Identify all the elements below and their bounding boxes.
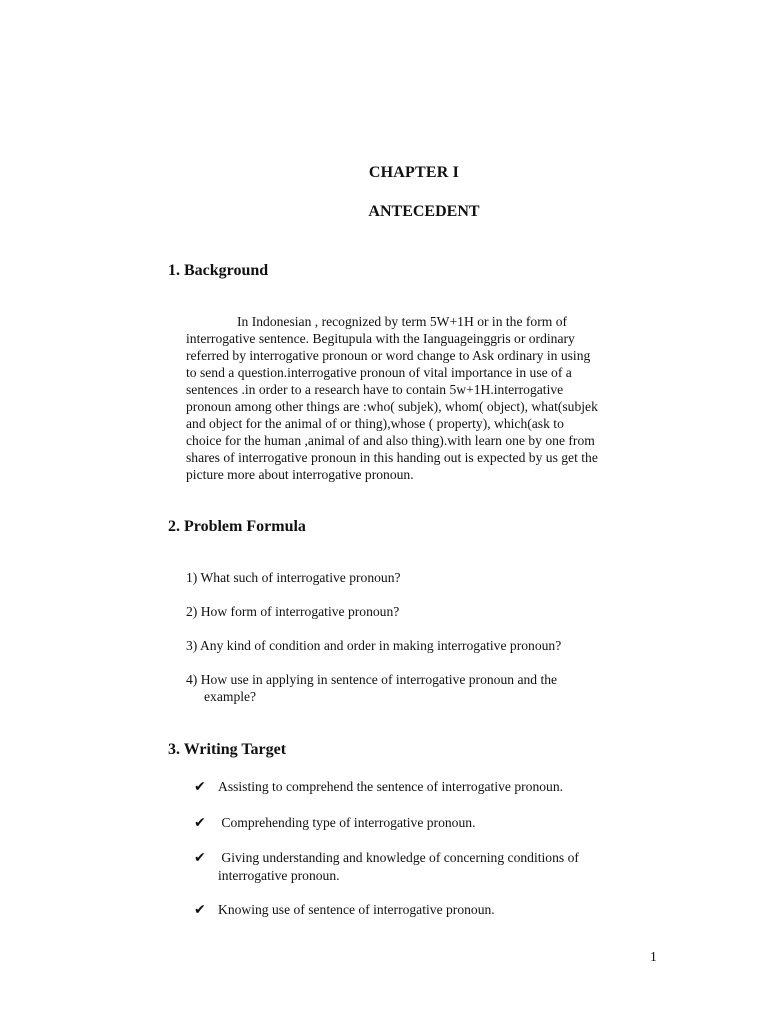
paragraph-line: In Indonesian , recognized by term 5W+1H or in the form of <box>237 314 568 329</box>
problem-formula-heading: 2. Problem Formula <box>168 518 306 535</box>
list-item-text: 4) How use in applying in sentence of interrogative pronoun and the <box>186 672 558 687</box>
checkmark-icon: ✔ <box>194 815 206 831</box>
list-item <box>186 637 636 654</box>
paragraph-line: pronoun among other things are :who( subjek), whom( object), what(subjek <box>186 399 598 414</box>
list-item-text: Knowing use of sentence of interrogative pronoun. <box>218 902 495 917</box>
list-item-text: Comprehending type of interrogative pronoun. <box>218 815 476 830</box>
paragraph-line: shares of interrogative pronoun in this handing out is expected by us get the <box>186 450 598 465</box>
checkmark-icon: ✔ <box>194 902 206 918</box>
paragraph-line: choice for the human ,animal of and also thing).with learn one by one from <box>186 433 595 448</box>
list-item <box>194 778 654 796</box>
checkmark-icon: ✔ <box>194 779 206 795</box>
chapter-title: CHAPTER I <box>368 164 460 181</box>
paragraph-line: sentences .in order to a research have to contain 5w+1H.interrogative <box>186 382 564 397</box>
list-item <box>194 849 654 884</box>
paragraph-line: referred by interrogative pronoun or word change to Ask ordinary in using <box>186 348 591 363</box>
checkmark-icon: ✔ <box>194 850 206 866</box>
paragraph-line: interrogative sentence. Begitupula with the Ianguageinggris or ordinary <box>186 331 575 346</box>
list-item-text: 1) What such of interrogative pronoun? <box>186 570 401 585</box>
page-number: 1 <box>650 949 657 964</box>
list-item <box>194 901 654 919</box>
list-item <box>194 814 654 832</box>
list-item-text: 2) How form of interrogative pronoun? <box>186 604 400 619</box>
paragraph-line: and object for the animal of or thing),whose ( property), which(ask to <box>186 416 564 431</box>
list-item-continuation: example? <box>204 689 257 704</box>
list-item-text: Assisting to comprehend the sentence of interrogative pronoun. <box>218 779 564 794</box>
writing-target-heading: 3. Writing Target <box>168 741 287 758</box>
list-item-text: 3) Any kind of condition and order in making interrogative pronoun? <box>186 638 562 653</box>
list-item <box>186 671 636 705</box>
paragraph-line: to send a question.interrogative pronoun of vital importance in use of a <box>186 365 572 380</box>
list-item <box>186 569 636 586</box>
list-item <box>186 603 636 620</box>
paragraph-line: picture more about interrogative pronoun. <box>186 467 414 482</box>
background-heading: 1. Background <box>168 262 269 279</box>
list-item-text: Giving understanding and knowledge of concerning conditions of <box>218 850 579 865</box>
chapter-subtitle: ANTECEDENT <box>368 203 480 220</box>
background-paragraph <box>186 313 662 483</box>
list-item-continuation: interrogative pronoun. <box>218 868 340 883</box>
